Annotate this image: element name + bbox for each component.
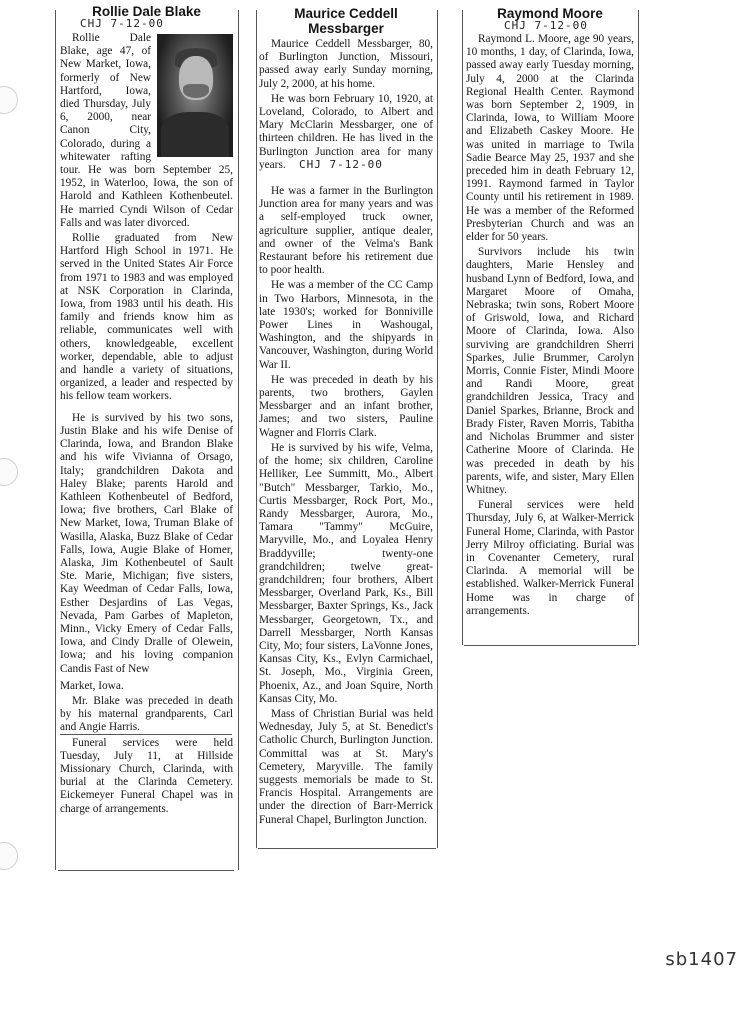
obituary-paragraph: Market, Iowa.	[60, 679, 124, 692]
punch-hole	[0, 458, 18, 486]
handwritten-date: CHJ 7-12-00	[504, 19, 588, 32]
clipping-border	[462, 10, 463, 645]
handwritten-date: CHJ 7-12-00	[299, 158, 383, 172]
obituary-name: Maurice Ceddell Messbarger	[294, 6, 398, 36]
obituary-paragraph: Maurice Ceddell Messbarger, 80, of Burlington Junction, Missouri, passed away early Sunday morning, July 2, 2000, at his home.	[259, 38, 433, 90]
obituary-paragraph: He is survived by his two sons, Justin Blake and his wife Denise of Clarinda, Iowa, and Brandon Blake and his wife Vivianna of Orsago, Italy; grandchildren Dakota and Haley Blake; parents Harold and Kathleen Kothenbeutel of Bedford, Iowa; five brothers, Carl Blake of New Market, Iowa, Truman Blake of Wasilla, Alaska, Buzz Blake of Cedar Falls, Iowa, Augie Blake of Homer, Alaska, Jim Kothenbeutel of Sault Ste. Marie, Michigan; five sisters, Kay Weedman of Cedar Falls, Iowa, Esther Desjardins of Las Vegas, Nevada, Pam Garbes of Mapleton, Minn., Vicky Emery of Cedar Falls, Iowa, and Cindy Dralle of Olewein, Iowa; and his loving companion Candis Fast of New	[60, 411, 233, 675]
clipping-border	[638, 10, 639, 645]
obituary-paragraph: He was a farmer in the Burlington Junction area for many years and was a self-employed truck owner, agriculture supplier, antique dealer, and owner of the Velma's Bank Restaurant before his retirement due to poor health.	[259, 185, 433, 277]
handwritten-date: CHJ 7-12-00	[80, 17, 164, 30]
obituary-raymond-moore	[466, 6, 634, 618]
obituary-paragraph: He was preceded in death by his parents, two brothers, Gaylen Messbarger and an infant brother, James; and two sisters, Pauline Wagner and Florris Clark.	[259, 373, 433, 439]
clipping-border	[55, 10, 56, 870]
obituary-paragraph: Funeral services were held Tuesday, July 11, at Hillside Missionary Church, Clarinda, with burial at the Clarinda Cemetery. Eickemeyer Funeral Chapel was in charge of arrangements.	[60, 736, 233, 815]
obituary-paragraph: Mr. Blake was preceded in death by his maternal grandparents, Carl and Angie Harris.	[60, 694, 233, 734]
clipping-border	[256, 10, 257, 848]
clipping-border	[238, 10, 239, 870]
obituary-paragraph: He was born February 10, 1920, at Loveland, Colorado, to Albert and Mary McClarin Messbarger, one of thirteen children. He has lived in the Burlington Junction area for many years.	[259, 92, 433, 171]
obituary-paragraph: Survivors include his twin daughters, Marie Hensley and husband Lynn of Bedford, Iowa, and Margaret Moore of Omaha, Nebraska; twin sons, Robert Moore of Griswold, Iowa, and Richard Moore of Clarinda, Iowa. Also surviving are grandchildren Sherri Sparkes, Julie Brummer, Carolyn Morris, Connie Fister, Mindi Moore and Randi Moore, great grandchildren Jessica, Tracy and Daniel Sparkes, Brianne, Brock and Brady Fister, Raven Morris, Tabitha and Nicholas Brummer and sister Catherine Moore of Clarinda. He was preceded in death by his parents, wife, and sister, Mary Ellen Whitney.	[466, 246, 634, 496]
obituary-rollie-blake	[60, 4, 233, 816]
portrait-photo	[157, 34, 233, 157]
handwritten-date-wrap	[259, 158, 433, 185]
obituary-name: Rollie Dale Blake	[92, 4, 201, 19]
obituary-paragraph: Raymond L. Moore, age 90 years, 10 months, 1 day, of Clarinda, Iowa, passed away early Tuesday morning, July 4, 2000 at the Clarinda Regional Health Center. Raymond was born September 2, 1909, in Clarinda, Iowa, to William Moore and Elizabeth Caskey Moore. He was united in marriage to Twila Sadie Bearce May 25, 1937 and she preceded him in death February 12, 1991. Raymond farmed in Taylor County until his retirement in 1989. He was a member of the Reformed Presbyterian Church and was an elder for 50 years.	[466, 33, 634, 244]
obituary-paragraph: Mass of Christian Burial was held Wednesday, July 5, at St. Benedict's Catholic Church, Burlington Junction. Committal was at St. Mary's Cemetery, Maryville. The family suggests memorials be made to St. Francis Hospital. Arrangements are under the direction of Barr-Merrick Funeral Chapel, Burlington Junction.	[259, 707, 433, 826]
obituary-name: Raymond Moore	[497, 6, 603, 21]
obituary-paragraph: Rollie Dale Blake, age 47, of New Market, Iowa, formerly of New Hartford, Iowa, died Thursday, July 6, 2000, near Canon City, Colorado, during a whitewater rafting tour. He was born September 25, 1952, in Waterloo, Iowa, the son of Harold and Kathleen Kothenbeutel. He married Cyndi Wilson of Cedar Falls and was later divorced.	[60, 32, 233, 229]
handwritten-date-wrap	[466, 21, 634, 33]
clipping-border	[58, 870, 234, 871]
clipping-border	[464, 645, 636, 646]
obituary-paragraph: He was a member of the CC Camp in Two Harbors, Minnesota, in the late 1930's; worked for Bonniville Power Lines in Washougal, Washington, and the shipyards in Vancouver, Washington, during World War II.	[259, 279, 433, 371]
handwritten-date-wrap	[60, 19, 233, 32]
obituary-paragraph: He is survived by his wife, Velma, of the home; six children, Caroline Helliker, Lee Summitt, Mo., Albert "Butch" Messbarger, Tarkio, Mo., Curtis Messbarger, Rock Port, Mo., Randy Messbarger, Aurora, Mo., Tamara "Tammy" McGuire, Maryville, Mo., and Loyalea Henry Braddyville; twenty-one grandchildren; twelve great-grandchildren; four brothers, Albert Messbarger, Overland Park, Ks., Bill Messbarger, Baxter Springs, Ks., Jack Messbarger, Georgetown, Tx., and Darrell Messbarger, North Kansas City, Mo; four sisters, LaVonne Jones, Kansas City, Ks., Evlyn Carmichael, St. Joseph, Mo., Virginia Green, Phoenix, Az., and Joan Squire, North Kansas City, Mo.	[259, 441, 433, 705]
obituary-paragraph: Funeral services were held Thursday, July 6, at Walker-Merrick Funeral Home, Clarinda, with Pastor Jerry Milroy officiating. Burial was in Covenanter Cemetery, rural Clarinda. A memorial will be established. Walker-Merrick Funeral Home was in charge of arrangements.	[466, 499, 634, 617]
punch-hole	[0, 86, 18, 114]
obituary-maurice-messbarger	[259, 6, 433, 827]
punch-hole	[0, 842, 18, 870]
obituary-paragraph: Rollie graduated from New Hartford High School in 1971. He served in the United States Air Force from 1971 to 1983 and was employed at NSK Corporation in Clarinda, Iowa, from 1983 until his death. His family and friends know him as reliable, communicates well with others, knowledgeable, excellent worker, dependable, able to adjust and handle a variety of situations, organized, a leader and respected by his fellow team workers.	[60, 232, 233, 403]
clipping-border	[437, 10, 438, 848]
catalog-number: sb1407	[665, 949, 738, 970]
clipping-border	[258, 848, 436, 849]
